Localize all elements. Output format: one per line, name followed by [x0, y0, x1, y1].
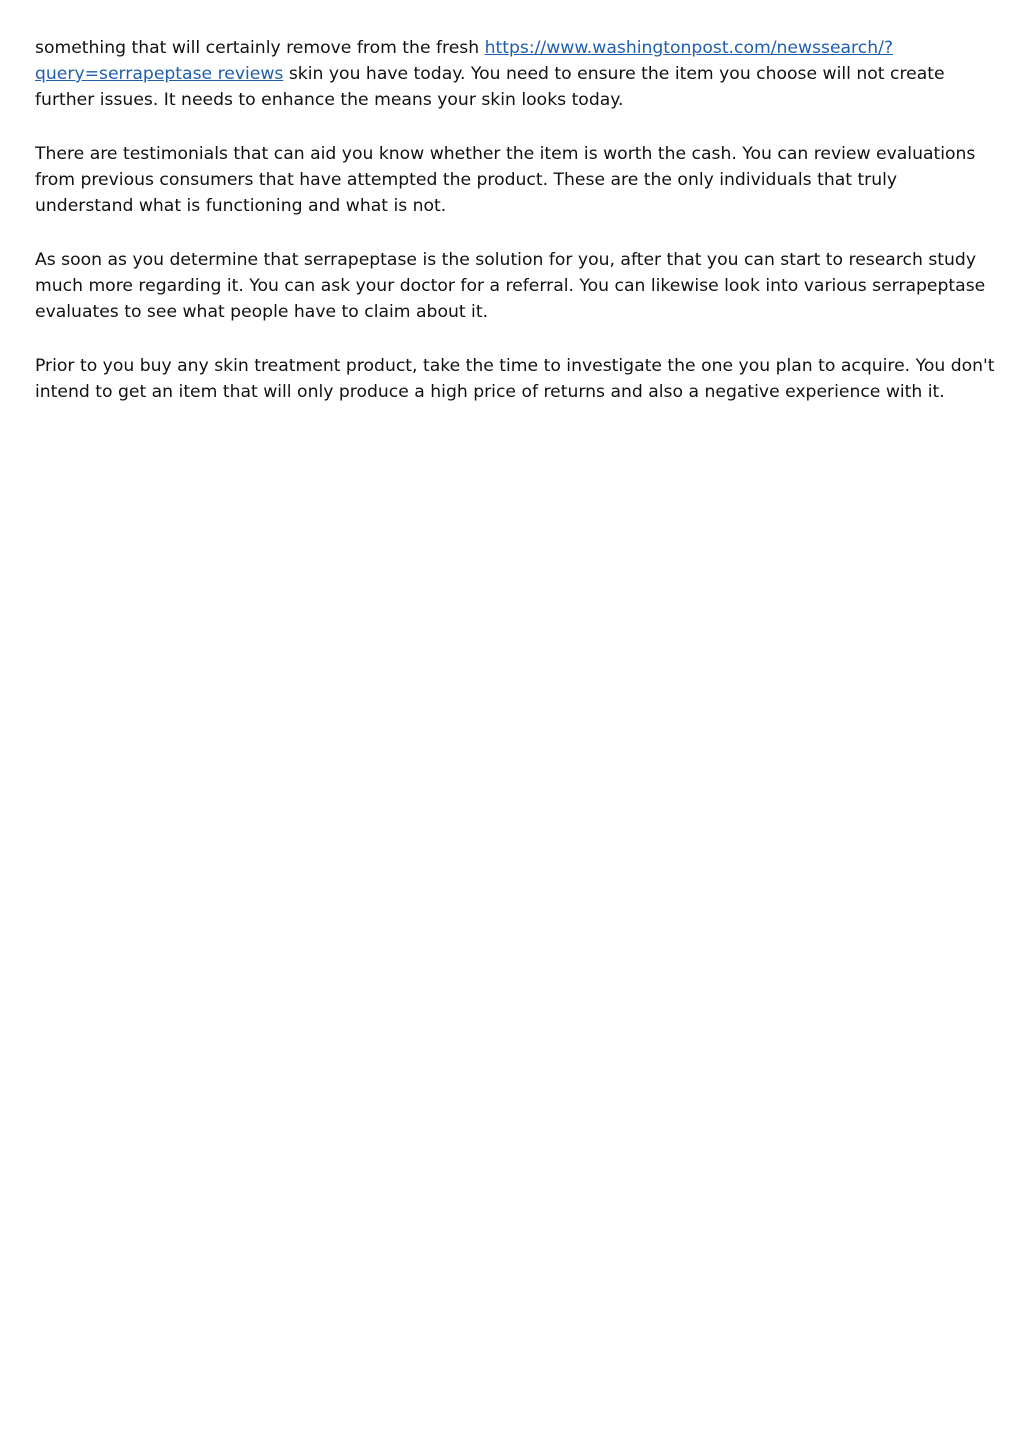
serrapeptase-reviews-link[interactable]: https://www.washingtonpost.com/newssearch/?query=serrapeptase reviews — [35, 38, 894, 84]
paragraph-3: As soon as you determine that serrapeptase is the solution for you, after that you can start to research study much more regarding it. You can ask your doctor for a referral. You can likewise look into various serrapeptase evaluates to see what people have to claim about it. — [35, 250, 986, 322]
paragraph-1-text-after-link: skin you have today. You need to ensure the item you choose will not create further issues. It needs to enhance the means your skin looks today. — [35, 64, 945, 110]
paragraph-1-text-before-link: something that will certainly remove from the fresh — [35, 38, 485, 58]
document-page — [35, 35, 995, 433]
paragraph-1 — [35, 35, 995, 113]
paragraph-4: Prior to you buy any skin treatment product, take the time to investigate the one you plan to acquire. You don't intend to get an item that will only produce a high price of returns and also a negative experience with it. — [35, 356, 995, 402]
paragraph-2: There are testimonials that can aid you know whether the item is worth the cash. You can review evaluations from previous consumers that have attempted the product. These are the only individuals that truly understand what is functioning and what is not. — [35, 144, 976, 216]
